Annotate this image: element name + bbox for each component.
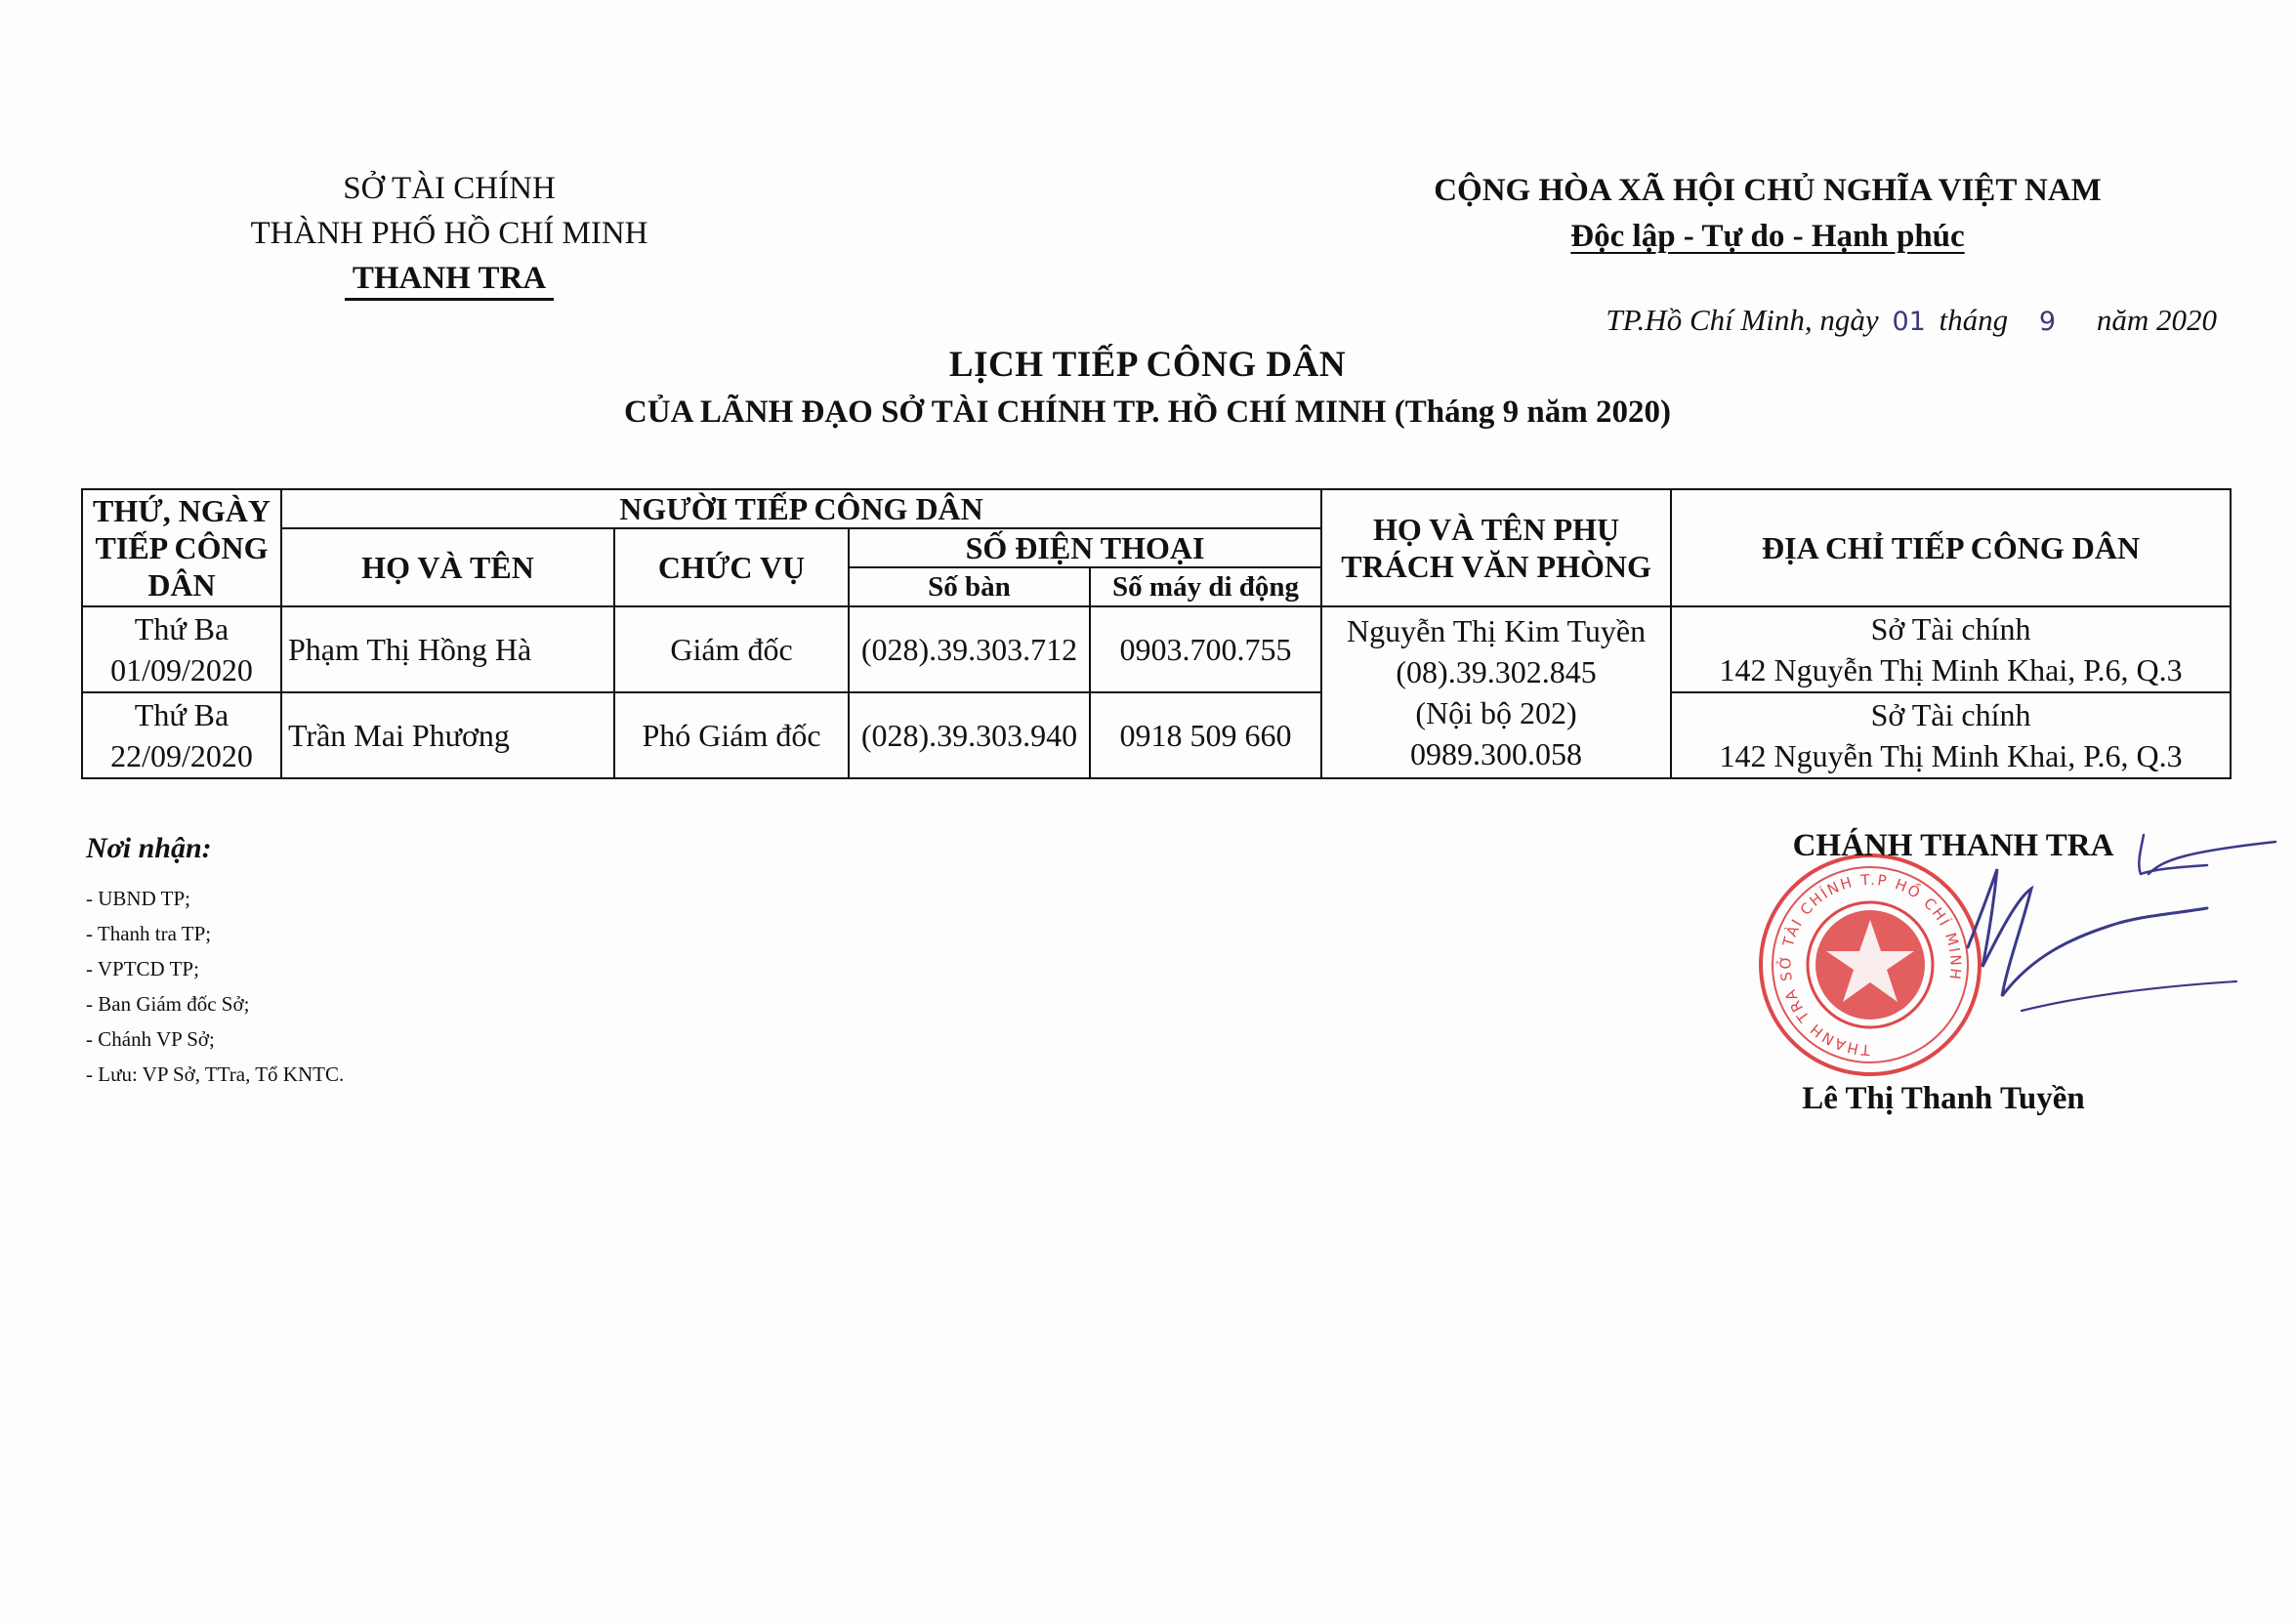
row-address-line2: 142 Nguyễn Thị Minh Khai, P.6, Q.3: [1719, 738, 2183, 773]
agency-unit: THANH TRA: [345, 259, 554, 301]
national-header: [1387, 168, 2149, 260]
office-contact-phone: (08).39.302.845: [1396, 654, 1597, 689]
recipient-item: - UBND TP;: [86, 887, 190, 910]
header-name: HỌ VÀ TÊN: [281, 528, 614, 606]
recipient-item: - Chánh VP Sở;: [86, 1027, 215, 1051]
row-name: Trần Mai Phương: [281, 692, 614, 778]
office-contact-mobile: 0989.300.058: [1410, 736, 1583, 771]
national-title: CỘNG HÒA XÃ HỘI CHỦ NGHĨA VIỆT NAM: [1434, 173, 2102, 208]
row-address-line1: Sở Tài chính: [1870, 611, 2031, 646]
date-month: 9: [2038, 307, 2057, 337]
svg-text:THANH TRA SỞ TÀI CHÍNH T.P HỒ: THANH TRA SỞ TÀI CHÍNH T.P HỒ CHÍ MINH: [1776, 870, 1965, 1060]
header-address: ĐỊA CHỈ TIẾP CÔNG DÂN: [1671, 489, 2231, 606]
office-contact-cell: [1321, 606, 1671, 778]
document-title: LỊCH TIẾP CÔNG DÂN: [948, 345, 1347, 385]
office-contact-ext: (Nội bộ 202): [1415, 695, 1577, 730]
row-name: Phạm Thị Hồng Hà: [281, 606, 614, 692]
row-position: Giám đốc: [614, 606, 849, 692]
row-mobile: 0918 509 660: [1090, 692, 1321, 778]
row-address-line1: Sở Tài chính: [1870, 697, 2031, 732]
header-mobile: Số máy di động: [1090, 567, 1321, 606]
row-date: 22/09/2020: [110, 738, 253, 773]
date-month-label: tháng: [1939, 303, 2009, 337]
row-day-cell: [82, 606, 281, 692]
table-row: [82, 692, 2231, 778]
national-motto: Độc lập - Tự do - Hạnh phúc: [1570, 219, 1965, 254]
row-weekday: Thứ Ba: [134, 611, 230, 646]
recipient-item: - Thanh tra TP;: [86, 922, 212, 945]
recipient-item: - Ban Giám đốc Sở;: [86, 992, 250, 1016]
header-position: CHỨC VỤ: [614, 528, 849, 606]
office-contact-name: Nguyễn Thị Kim Tuyền: [1346, 613, 1647, 648]
recipient-item: - VPTCD TP;: [86, 957, 199, 980]
header-desk-phone: Số bàn: [849, 567, 1090, 606]
row-position: Phó Giám đốc: [614, 692, 849, 778]
row-address-line2: 142 Nguyễn Thị Minh Khai, P.6, Q.3: [1719, 652, 2183, 687]
date-prefix: TP.Hồ Chí Minh, ngày: [1606, 303, 1879, 337]
signer-title: CHÁNH THANH TRA: [1792, 828, 2114, 863]
row-desk-phone: (028).39.303.940: [849, 692, 1090, 778]
row-day-cell: [82, 692, 281, 778]
header-day: THỨ, NGÀY TIẾP CÔNG DÂN: [82, 489, 281, 606]
signer-name: Lê Thị Thanh Tuyền: [1802, 1081, 2085, 1116]
row-weekday: Thứ Ba: [134, 697, 230, 732]
row-date: 01/09/2020: [110, 652, 253, 687]
recipients-title: Nơi nhận:: [86, 832, 212, 864]
header-receiver-group: NGƯỜI TIẾP CÔNG DÂN: [281, 489, 1321, 528]
date-day: 01: [1892, 307, 1926, 337]
agency-header: [195, 166, 703, 301]
recipients-block: [86, 832, 770, 1092]
date-year: năm 2020: [2096, 303, 2217, 337]
document-subtitle: CỦA LÃNH ĐẠO SỞ TÀI CHÍNH TP. HỒ CHÍ MINH (Tháng 9 năm 2020): [623, 395, 1672, 430]
row-desk-phone: (028).39.303.712: [849, 606, 1090, 692]
row-address-cell: [1671, 606, 2231, 692]
agency-line1: SỞ TÀI CHÍNH: [343, 171, 556, 206]
agency-line2: THÀNH PHỐ HỒ CHÍ MINH: [250, 216, 648, 251]
handwritten-signature: [1885, 830, 2295, 1035]
recipient-item: - Lưu: VP Sở, TTra, Tổ KNTC.: [86, 1062, 345, 1086]
table-row: [82, 606, 2231, 692]
date-line: [1523, 303, 2217, 338]
schedule-table: [81, 488, 2232, 779]
header-office-head: HỌ VÀ TÊN PHỤ TRÁCH VĂN PHÒNG: [1321, 489, 1671, 606]
header-phone-group: SỐ ĐIỆN THOẠI: [849, 528, 1321, 567]
row-mobile: 0903.700.755: [1090, 606, 1321, 692]
row-address-cell: [1671, 692, 2231, 778]
